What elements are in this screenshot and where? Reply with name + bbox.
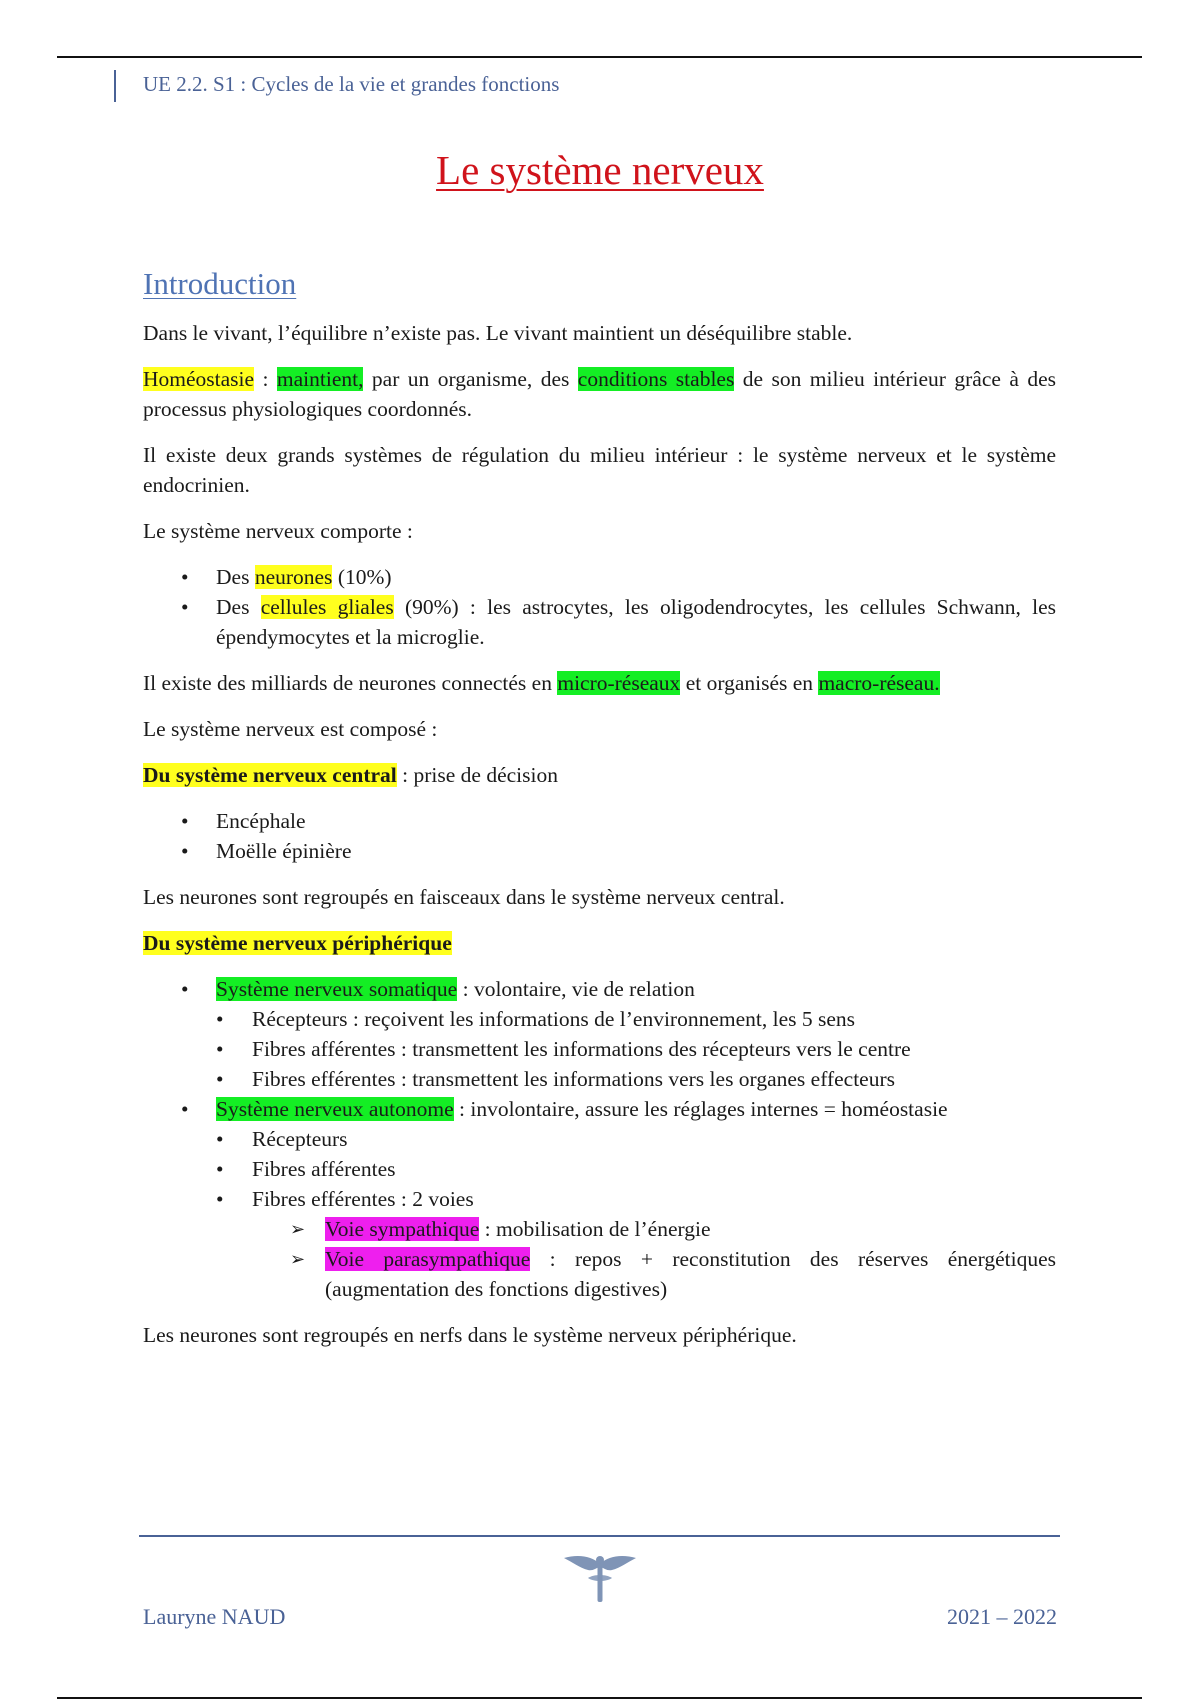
- highlight-maintient: maintient,: [276, 367, 364, 391]
- highlight-autonome: Système nerveux autonome: [216, 1097, 454, 1121]
- list-item: • Encéphale: [143, 806, 1056, 836]
- paragraph-homeostasie: Homéostasie : maintient, par un organisme, des conditions stables de son milieu intérieur grâce à des processus physiologiques coordonnés.: [143, 367, 1056, 421]
- paragraph-comporte: Le système nerveux comporte :: [143, 519, 413, 543]
- paragraph-compose: Le système nerveux est composé :: [143, 717, 438, 741]
- list-item: • Récepteurs: [216, 1124, 1056, 1154]
- highlight-voie-parasympathique: Voie parasympathique: [325, 1247, 531, 1271]
- subheading-snc: Du système nerveux central : prise de décision: [143, 763, 558, 787]
- caduceus-wings-icon: [562, 1552, 638, 1604]
- list-snc: [143, 806, 1056, 866]
- sublist-autonome: [216, 1124, 1056, 1214]
- list-item-autonome: • Système nerveux autonome : involontaire, assure les réglages internes = homéostasie • Récepteurs • Fibres afférentes • Fibres efférentes : 2 voies ➢ Voie sympathique : mobilisation de l’énergie ➢ Voie parasympathique : repos + reconstitution des réserves énergétiques (augmentation des fonctions digestives): [143, 1094, 1056, 1304]
- list-snp: [143, 974, 1056, 1304]
- term-homeostasie: Homéostasie: [143, 367, 255, 391]
- highlight-cellules-gliales: cellules gliales: [260, 595, 394, 619]
- paragraph-faisceaux: Les neurones sont regroupés en faisceaux dans le système nerveux central.: [143, 885, 785, 909]
- list-item: • Fibres efférentes : transmettent les informations vers les organes effecteurs: [216, 1064, 1056, 1094]
- list-item: • Fibres afférentes : transmettent les informations des récepteurs vers le centre: [216, 1034, 1056, 1064]
- footer-year: 2021 – 2022: [947, 1604, 1057, 1629]
- top-rule: [57, 56, 1142, 58]
- list-item: ➢ Voie parasympathique : repos + reconstitution des réserves énergétiques (augmentation des fonctions digestives): [216, 1244, 1056, 1304]
- list-item-somatique: • Système nerveux somatique : volontaire, vie de relation • Récepteurs : reçoivent les informations de l’environnement, les 5 sens • Fibres afférentes : transmettent les informations des récepteurs vers le centre • Fibres efférentes : transmettent les informations vers les organes effecteurs: [143, 974, 1056, 1094]
- highlight-conditions-stables: conditions stables: [577, 367, 735, 391]
- highlight-somatique: Système nerveux somatique: [216, 977, 458, 1001]
- list-voies: [216, 1214, 1056, 1304]
- list-item: • Fibres efférentes : 2 voies: [216, 1184, 1056, 1214]
- page-header: UE 2.2. S1 : Cycles de la vie et grandes fonctions: [143, 72, 560, 96]
- footer-rule: [139, 1535, 1060, 1537]
- highlight-micro-reseaux: micro-réseaux: [557, 671, 681, 695]
- list-item: • Fibres afférentes: [216, 1154, 1056, 1184]
- list-composition-cells: [143, 562, 1056, 652]
- document-body: [143, 318, 1056, 1366]
- paragraph-nerfs: Les neurones sont regroupés en nerfs dans le système nerveux périphérique.: [143, 1323, 797, 1347]
- label-snp: Du système nerveux périphérique: [143, 931, 452, 955]
- paragraph-reseaux: Il existe des milliards de neurones connectés en micro-réseaux et organisés en macro-réseau.: [143, 671, 940, 695]
- paragraph-regulation: Il existe deux grands systèmes de régulation du milieu intérieur : le système nerveux et le système endocrinien.: [143, 443, 1056, 497]
- list-item: • Récepteurs : reçoivent les informations de l’environnement, les 5 sens: [216, 1004, 1056, 1034]
- highlight-voie-sympathique: Voie sympathique: [325, 1217, 480, 1241]
- sublist-somatique: [216, 1004, 1056, 1094]
- footer-author: Lauryne NAUD: [143, 1604, 286, 1629]
- list-item: • Des neurones (10%): [143, 562, 1056, 592]
- list-item: ➢ Voie sympathique : mobilisation de l’énergie: [216, 1214, 1056, 1244]
- highlight-macro-reseau: macro-réseau.: [818, 671, 940, 695]
- header-accent-bar: [114, 70, 116, 102]
- title-container: [0, 146, 1200, 194]
- page-title: Le système nerveux: [436, 147, 764, 193]
- bottom-rule: [57, 1697, 1142, 1699]
- label-snc: Du système nerveux central: [143, 763, 397, 787]
- list-item: • Moëlle épinière: [143, 836, 1056, 866]
- highlight-neurones: neurones: [254, 565, 333, 589]
- subheading-snp: [143, 928, 1056, 958]
- section-heading-introduction: Introduction: [143, 266, 297, 301]
- list-item: • Des cellules gliales (90%) : les astrocytes, les oligodendrocytes, les cellules Schwann, les épendymocytes et la microglie.: [143, 592, 1056, 652]
- paragraph-equilibre: Dans le vivant, l’équilibre n’existe pas. Le vivant maintient un déséquilibre stable.: [143, 321, 853, 345]
